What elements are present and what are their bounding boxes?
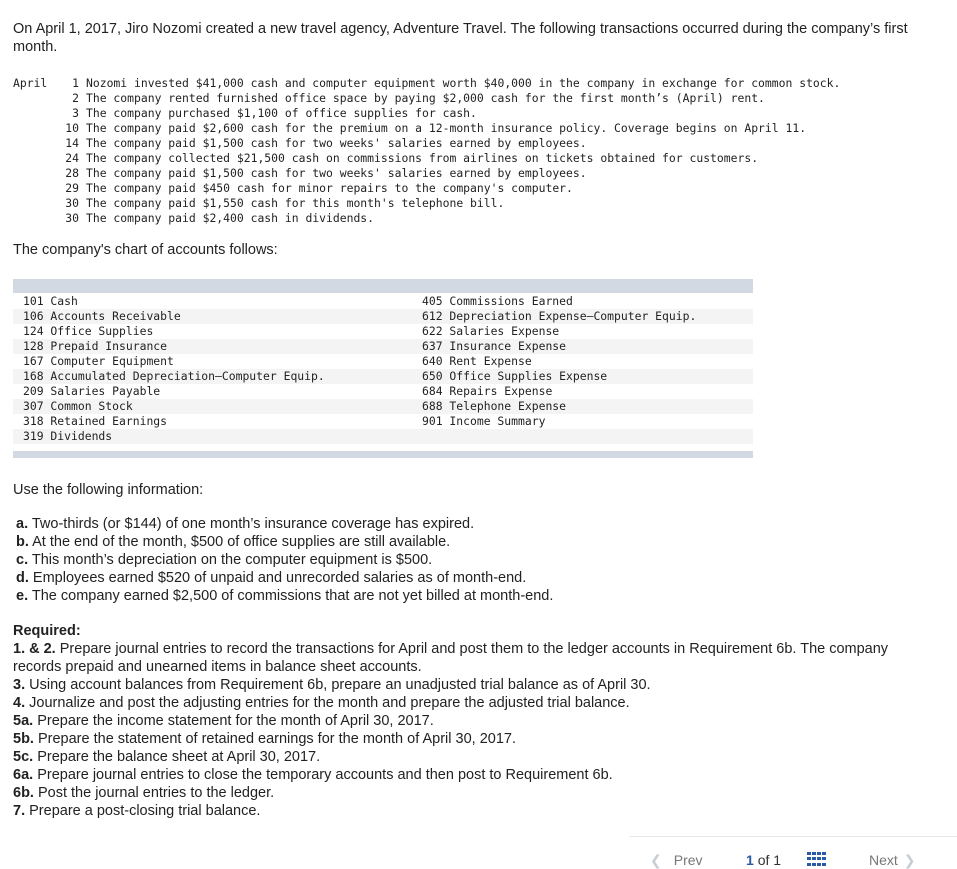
- transaction-row: [13, 121, 840, 136]
- account-right: 650 Office Supplies Expense: [422, 369, 608, 383]
- transaction-month: [13, 211, 63, 226]
- account-left: 167 Computer Equipment: [23, 354, 174, 368]
- required-label: 7.: [13, 803, 26, 819]
- account-left: 209 Salaries Payable: [23, 384, 161, 398]
- table-header-bar: [13, 279, 753, 293]
- transaction-month: [13, 151, 63, 166]
- transaction-day: 30: [65, 211, 79, 225]
- transaction-row: [13, 106, 840, 121]
- account-left: 124 Office Supplies: [23, 324, 154, 338]
- account-left: 319 Dividends: [23, 429, 113, 443]
- account-row: [13, 369, 753, 384]
- transaction-row: [13, 151, 840, 166]
- required-label: 4.: [13, 695, 26, 711]
- pagination: [640, 850, 957, 867]
- transaction-text: Nozomi invested $41,000 cash and computer equipment worth $40,000 in the company in exchange for common stock.: [86, 76, 841, 90]
- required-item: [13, 802, 918, 820]
- chart-of-accounts-title: The company's chart of accounts follows:: [13, 242, 278, 258]
- adjustment-item: [16, 533, 553, 551]
- transaction-text: The company paid $450 cash for minor repairs to the company's computer.: [86, 181, 573, 195]
- next-button[interactable]: [869, 852, 916, 869]
- required-item: [13, 694, 918, 712]
- required-item: [13, 712, 918, 730]
- adjustment-text: Two-thirds (or $144) of one month’s insurance coverage has expired.: [31, 516, 475, 532]
- transaction-text: The company rented furnished office space by paying $2,000 cash for the first month’s (April) rent.: [86, 91, 765, 105]
- transaction-text: The company collected $21,500 cash on commissions from airlines on tickets obtained for customers.: [86, 151, 759, 165]
- account-left: 168 Accumulated Depreciation—Computer Equip.: [23, 369, 325, 383]
- account-right: 640 Rent Expense: [422, 354, 532, 368]
- required-text: Prepare the balance sheet at April 30, 2017.: [37, 749, 321, 765]
- account-right: 637 Insurance Expense: [422, 339, 567, 353]
- adjustment-item: [16, 587, 553, 605]
- account-left: 106 Accounts Receivable: [23, 309, 181, 323]
- required-text: Prepare a post-closing trial balance.: [29, 803, 261, 819]
- account-row: [13, 339, 753, 354]
- account-right: 405 Commissions Earned: [422, 294, 573, 308]
- required-label: 5b.: [13, 731, 34, 747]
- required-label: 6a.: [13, 767, 34, 783]
- transaction-row: [13, 196, 840, 211]
- account-row: [13, 414, 753, 429]
- transactions-list: [13, 76, 840, 226]
- transaction-month: [13, 106, 63, 121]
- transaction-row: [13, 76, 840, 91]
- transaction-text: The company paid $1,500 cash for two weeks' salaries earned by employees.: [86, 166, 587, 180]
- adjustments-list: [16, 515, 553, 605]
- required-text: Prepare journal entries to record the transactions for April and post them to the ledger accounts in Requirement 6b. The company records prepaid and unearned items in balance sheet accounts.: [13, 641, 889, 675]
- required-title: Required:: [13, 623, 81, 639]
- footer-divider: [630, 836, 957, 837]
- required-item: [13, 640, 918, 676]
- transaction-day: 3: [72, 106, 79, 120]
- transaction-month: April: [13, 76, 48, 90]
- adjustment-label: c.: [16, 552, 29, 568]
- account-row: [13, 429, 753, 444]
- transaction-text: The company paid $1,550 cash for this month's telephone bill.: [86, 196, 505, 210]
- required-text: Prepare journal entries to close the temporary accounts and then post to Requirement 6b.: [37, 767, 613, 783]
- account-right: 901 Income Summary: [422, 414, 546, 428]
- transaction-month: [13, 181, 63, 196]
- transaction-month: [13, 91, 63, 106]
- transaction-day: 10: [65, 121, 79, 135]
- adjustment-label: a.: [16, 516, 29, 532]
- prev-label: Prev: [673, 852, 703, 868]
- current-page: 1: [746, 852, 754, 868]
- adjustment-label: d.: [16, 570, 29, 586]
- transaction-day: 30: [65, 196, 79, 210]
- page-indicator: [746, 852, 781, 868]
- transaction-row: [13, 91, 840, 106]
- account-left: 101 Cash: [23, 294, 78, 308]
- transaction-text: The company paid $2,600 cash for the premium on a 12-month insurance policy. Coverage begins on April 11.: [86, 121, 807, 135]
- account-left: 318 Retained Earnings: [23, 414, 168, 428]
- grid-icon[interactable]: [807, 852, 826, 867]
- account-left: 128 Prepaid Insurance: [23, 339, 168, 353]
- transaction-row: [13, 166, 840, 181]
- chart-of-accounts-table: [13, 294, 753, 444]
- adjustment-text: The company earned $2,500 of commissions that are not yet billed at month-end.: [31, 588, 554, 604]
- required-section: [13, 622, 918, 820]
- required-text: Prepare the income statement for the month of April 30, 2017.: [37, 713, 434, 729]
- adjustment-text: Employees earned $520 of unpaid and unrecorded salaries as of month-end.: [32, 570, 527, 586]
- required-text: Prepare the statement of retained earnings for the month of April 30, 2017.: [37, 731, 516, 747]
- next-label: Next: [869, 852, 898, 868]
- account-right: 622 Salaries Expense: [422, 324, 560, 338]
- page-total: of 1: [757, 852, 782, 868]
- adjustment-item: [16, 515, 553, 533]
- required-item: [13, 766, 918, 784]
- required-item: [13, 676, 918, 694]
- transaction-row: [13, 181, 840, 196]
- required-label: 6b.: [13, 785, 34, 801]
- required-item: [13, 748, 918, 766]
- account-right: 684 Repairs Expense: [422, 384, 553, 398]
- required-item: [13, 784, 918, 802]
- required-label: 3.: [13, 677, 26, 693]
- transaction-day: 1: [72, 76, 79, 90]
- chevron-right-icon: ❯: [903, 852, 916, 868]
- transaction-text: The company paid $2,400 cash in dividends.: [86, 211, 375, 225]
- transaction-day: 24: [65, 151, 79, 165]
- required-text: Post the journal entries to the ledger.: [37, 785, 275, 801]
- account-row: [13, 354, 753, 369]
- account-right: 612 Depreciation Expense—Computer Equip.: [422, 309, 697, 323]
- transaction-day: 29: [65, 181, 79, 195]
- account-row: [13, 399, 753, 414]
- required-list: [13, 640, 918, 820]
- table-footer-bar: [13, 451, 753, 458]
- account-row: [13, 324, 753, 339]
- adjustment-label: b.: [16, 534, 29, 550]
- account-right: [413, 429, 422, 444]
- transaction-month: [13, 196, 63, 211]
- adjustment-text: At the end of the month, $500 of office supplies are still available.: [32, 534, 451, 550]
- account-row: [13, 384, 753, 399]
- account-row: [13, 294, 753, 309]
- transaction-day: 14: [65, 136, 79, 150]
- transaction-day: 28: [65, 166, 79, 180]
- transaction-row: [13, 211, 840, 226]
- required-text: Journalize and post the adjusting entries for the month and prepare the adjusted trial balance.: [29, 695, 630, 711]
- chevron-left-icon: ❮: [650, 852, 662, 868]
- transaction-month: [13, 136, 63, 151]
- account-left: 307 Common Stock: [23, 399, 133, 413]
- transaction-text: The company paid $1,500 cash for two weeks' salaries earned by employees.: [86, 136, 587, 150]
- transaction-month: [13, 121, 63, 136]
- intro-paragraph: On April 1, 2017, Jiro Nozomi created a new travel agency, Adventure Travel. The following transactions occurred during the company’s first month.: [13, 21, 908, 55]
- transaction-text: The company purchased $1,100 of office supplies for cash.: [86, 106, 477, 120]
- required-label: 1. & 2.: [13, 641, 56, 657]
- required-label: 5c.: [13, 749, 34, 765]
- adjustment-item: [16, 551, 553, 569]
- adjustment-item: [16, 569, 553, 587]
- required-text: Using account balances from Requirement 6b, prepare an unadjusted trial balance as of April 30.: [29, 677, 651, 693]
- prev-button[interactable]: [650, 852, 703, 869]
- account-right: 688 Telephone Expense: [422, 399, 567, 413]
- adjustment-text: This month’s depreciation on the computer equipment is $500.: [31, 552, 433, 568]
- adjustment-label: e.: [16, 588, 29, 604]
- transaction-day: 2: [72, 91, 79, 105]
- transaction-row: [13, 136, 840, 151]
- use-info-heading: Use the following information:: [13, 482, 204, 498]
- required-label: 5a.: [13, 713, 34, 729]
- transaction-month: [13, 166, 63, 181]
- account-row: [13, 309, 753, 324]
- required-item: [13, 730, 918, 748]
